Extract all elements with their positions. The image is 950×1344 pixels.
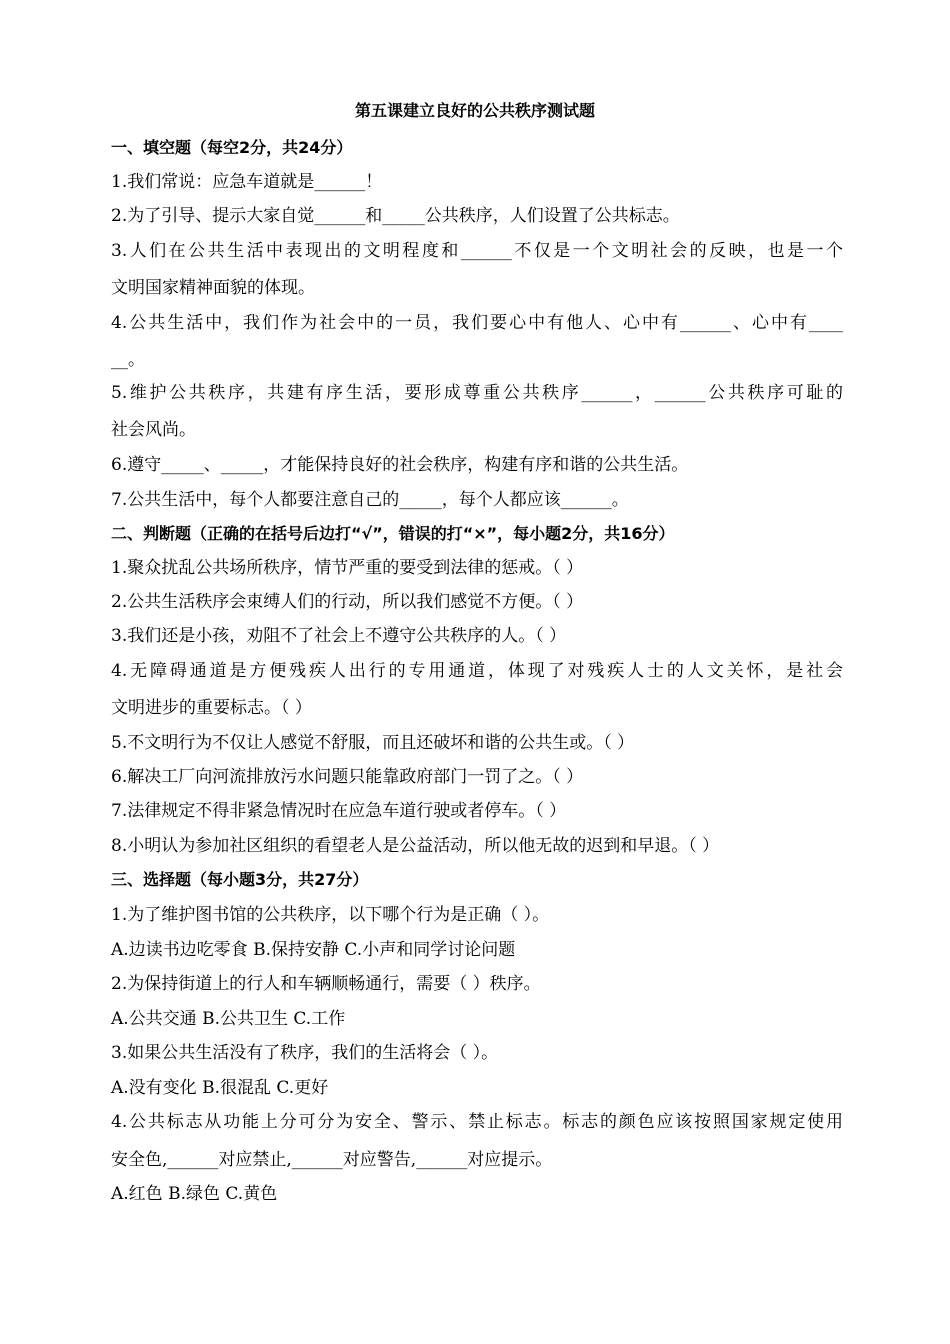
question-line: 5.不文明行为不仅让人感觉不舒服，而且还破坏和谐的公共生或。（ ） <box>111 733 635 753</box>
question-line: 5.维护公共秩序，共建有序生活，要形成尊重公共秩序______，______公共秩序可耻的 <box>111 383 843 403</box>
page-title: 第五课建立良好的公共秩序测试题 <box>354 101 595 120</box>
question-line: 1.我们常说：应急车道就是______！ <box>111 172 383 192</box>
question-line: 6.解决工厂向河流排放污水问题只能靠政府部门一罚了之。（ ） <box>111 767 584 787</box>
question-line: 3.人们在公共生活中表现出的文明程度和______不仅是一个文明社会的反映，也是一个 <box>111 241 843 261</box>
question-line: 8.小明认为参加社区组织的看望老人是公益活动，所以他无故的迟到和早退。（ ） <box>111 836 720 856</box>
section-heading-multiple-choice: 三、选择题（每小题3分，共27分） <box>111 870 369 889</box>
question-line: 2.为了引导、提示大家自觉______和_____公共秩序，人们设置了公共标志。 <box>111 206 680 226</box>
question-line: 4.无障碍通道是方便残疾人出行的专用通道，体现了对残疾人士的人文关怀，是社会 <box>111 661 843 681</box>
choice-options: A.红色 B.绿色 C.黄色 <box>111 1184 278 1204</box>
question-line: 1.聚众扰乱公共场所秩序，情节严重的要受到法律的惩戒。（ ） <box>111 558 584 578</box>
question-line-continued: __。 <box>111 350 145 370</box>
question-line: 4.公共生活中，我们作为社会中的一员，我们要心中有他人、心中有______、心中有____ <box>111 313 843 333</box>
question-line-continued: 文明进步的重要标志。（ ） <box>111 698 312 718</box>
question-line: 7.公共生活中，每个人都要注意自己的_____，每个人都应该______。 <box>111 490 629 510</box>
choice-options: A.边读书边吃零食 B.保持安静 C.小声和同学讨论问题 <box>111 940 516 960</box>
question-line: 7.法律规定不得非紧急情况时在应急车道行驶或者停车。（ ） <box>111 801 567 821</box>
section-heading-fill-blank: 一、填空题（每空2分，共24分） <box>111 138 353 157</box>
choice-options: A.没有变化 B.很混乱 C.更好 <box>111 1078 329 1098</box>
question-line-continued: 社会风尚。 <box>111 420 196 440</box>
question-line-continued: 文明国家精神面貌的体现。 <box>111 278 315 298</box>
question-line: 3.我们还是小孩，劝阻不了社会上不遵守公共秩序的人。（ ） <box>111 626 567 646</box>
question-line: 2.公共生活秩序会束缚人们的行动，所以我们感觉不方便。（ ） <box>111 592 584 612</box>
choice-options: A.公共交通 B.公共卫生 C.工作 <box>111 1009 346 1029</box>
question-line: 3.如果公共生活没有了秩序，我们的生活将会（ ）。 <box>111 1043 499 1063</box>
question-line: 4.公共标志从功能上分可分为安全、警示、禁止标志。标志的颜色应该按照国家规定使用 <box>111 1112 843 1132</box>
question-line: 2.为保持街道上的行人和车辆顺畅通行，需要（ ）秩序。 <box>111 974 541 994</box>
question-line-continued: 安全色,______对应禁止,______对应警告,______对应提示。 <box>111 1150 553 1170</box>
question-line: 1.为了维护图书馆的公共秩序，以下哪个行为是正确（ ）。 <box>111 905 550 925</box>
question-line: 6.遵守_____、_____，才能保持良好的社会秩序，构建有序和谐的公共生活。 <box>111 455 689 475</box>
section-heading-true-false: 二、判断题（正确的在括号后边打“√”，错误的打“×”，每小题2分，共16分） <box>111 524 675 543</box>
